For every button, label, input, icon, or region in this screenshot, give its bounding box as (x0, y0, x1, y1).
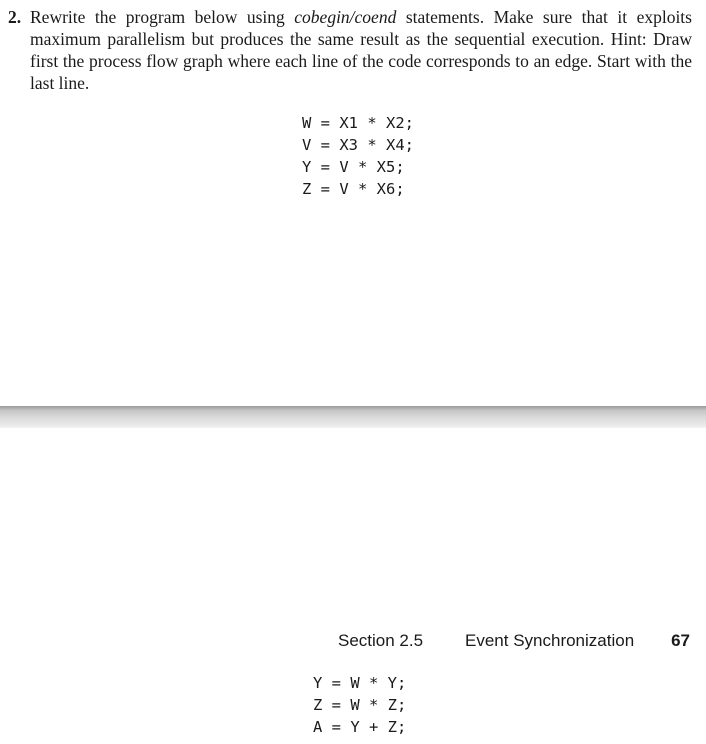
code-line: V = X3 * X4; (302, 136, 414, 154)
problem-text-emphasis: cobegin/coend (294, 7, 397, 27)
problem-number: 2. (8, 7, 22, 27)
running-head-title: Event Synchronization (465, 631, 635, 650)
code-line: Z = W * Z; (313, 696, 407, 714)
problem-text-end: statements. Make sure that it exploits maximum parallelism but produces the same result as the sequential execution. Hint: Draw first the process flow graph where each line of the code corresponds to an edge. Start with the last line. (30, 7, 692, 93)
problem-text (30, 6, 692, 94)
code-line: W = X1 * X2; (302, 114, 414, 132)
code-line: Z = V * X6; (302, 180, 405, 198)
code-block-1 (302, 112, 414, 200)
running-head-section: Section 2.5 (338, 631, 424, 650)
code-line: Y = W * Y; (313, 674, 407, 692)
code-line: Y = V * X5; (302, 158, 405, 176)
problem-text-start: Rewrite the program below using (30, 7, 295, 27)
problem-2 (8, 6, 692, 93)
page-divider (0, 406, 706, 428)
code-line: A = Y + Z; (313, 718, 407, 736)
running-head (0, 630, 690, 652)
page-number: 67 (671, 631, 690, 650)
code-block-2 (313, 672, 406, 738)
